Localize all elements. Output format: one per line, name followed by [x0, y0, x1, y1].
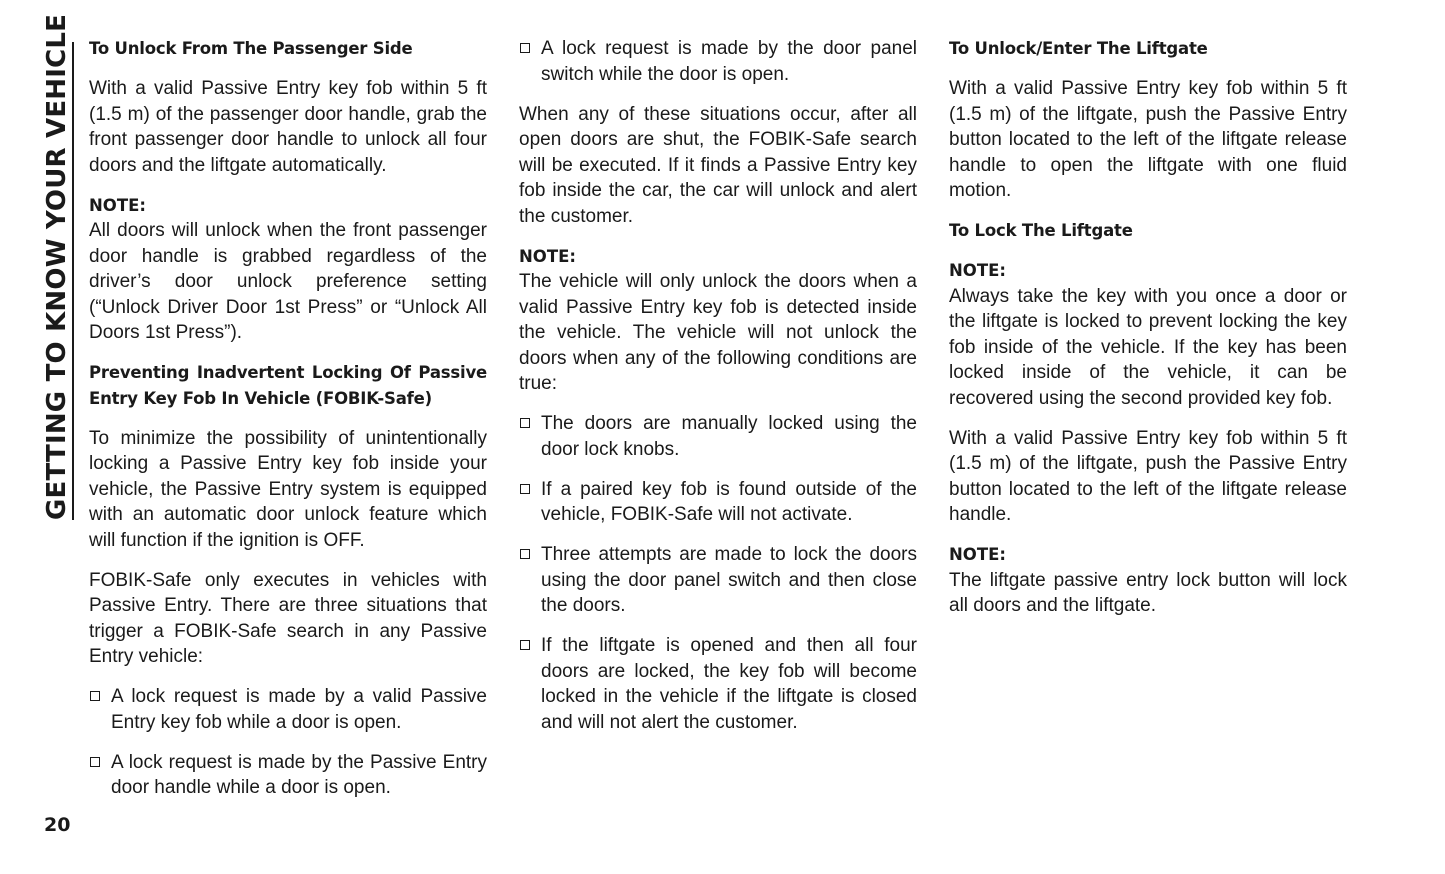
paragraph-fobik-search: When any of these situations occur, after all open doors are shut, the FOBIK-Safe search will be executed. If it finds a Passive Entry key fob inside the car, the car will unlock and alert the customer.	[519, 103, 917, 227]
bullet-text: Three attempts are made to lock the doors using the door panel switch and then close the doors.	[541, 544, 917, 616]
note-text: Always take the key with you once a door or the liftgate is locked to prevent locking the key fob inside of the vehicle. If the key has been locked inside of the vehicle, it can be recovered using the second provided key fob.	[949, 285, 1347, 409]
heading-lock-liftgate: To Lock The Liftgate	[949, 221, 1133, 240]
page-number: 20	[44, 814, 71, 836]
note-block	[519, 244, 917, 397]
bullet-item	[519, 633, 917, 735]
bullet-item	[519, 411, 917, 462]
bullet-item	[519, 477, 917, 528]
bullet-text: If the liftgate is opened and then all four doors are locked, the key fob will become locked in the vehicle if the liftgate is closed and will not alert the customer.	[541, 635, 917, 733]
bullet-text: The doors are manually locked using the door lock knobs.	[541, 413, 917, 460]
note-block	[89, 193, 487, 346]
bullet-text: A lock request is made by the Passive Entry door handle while a door is open.	[111, 751, 487, 798]
note-block	[949, 542, 1347, 619]
bullet-item	[89, 684, 487, 735]
note-block	[949, 258, 1347, 411]
bullet-text: If a paired key fob is found outside of the vehicle, FOBIK-Safe will not activate.	[541, 478, 917, 525]
checkbox-square-icon	[520, 418, 530, 428]
section-side-title-text: GETTING TO KNOW YOUR VEHICLE	[42, 13, 72, 520]
bullet-text: A lock request is made by the door panel switch while the door is open.	[541, 38, 917, 85]
note-label: NOTE:	[519, 246, 576, 266]
bullet-item	[89, 750, 487, 801]
checkbox-square-icon	[520, 484, 530, 494]
paragraph-unlock-passenger: With a valid Passive Entry key fob within 5 ft (1.5 m) of the passenger door handle, grab the front passenger door handle to unlock all four doors and the liftgate automatically.	[89, 78, 487, 176]
checkbox-square-icon	[90, 757, 100, 767]
checkbox-square-icon	[520, 549, 530, 559]
paragraph-unlock-liftgate: With a valid Passive Entry key fob within 5 ft (1.5 m) of the liftgate, push the Passive Entry button located to the left of the liftgate release handle to open the liftgate with one fluid motion.	[949, 78, 1347, 201]
heading-unlock-liftgate: To Unlock/Enter The Liftgate	[949, 39, 1208, 58]
column-3	[949, 36, 1347, 633]
bullet-text: A lock request is made by a valid Passive Entry key fob while a door is open.	[111, 686, 487, 733]
note-text: All doors will unlock when the front passenger door handle is grabbed regardless of the driver’s door unlock preference setting (“Unlock Driver Door 1st Press” or “Unlock All Doors 1st Press”).	[89, 220, 487, 343]
paragraph-lock-liftgate: With a valid Passive Entry key fob within 5 ft (1.5 m) of the liftgate, push the Passive Entry button located to the left of the liftgate release handle.	[949, 427, 1347, 525]
checkbox-square-icon	[520, 43, 530, 53]
bullet-list	[89, 684, 487, 801]
column-1	[89, 36, 487, 815]
note-label: NOTE:	[949, 261, 1006, 280]
checkbox-square-icon	[90, 691, 100, 701]
note-text: The vehicle will only unlock the doors when a valid Passive Entry key fob is detected inside the vehicle. The vehicle will not unlock the doors when any of the following conditions are true:	[519, 271, 917, 394]
column-2	[519, 36, 917, 750]
paragraph-minimize-locking: To minimize the possibility of unintentionally locking a Passive Entry key fob inside your vehicle, the Passive Entry system is equipped with an automatic door unlock feature which will function if the ignition is OFF.	[89, 427, 487, 551]
bullet-list	[519, 411, 917, 735]
section-side-title	[40, 13, 74, 520]
checkbox-square-icon	[520, 640, 530, 650]
note-text: The liftgate passive entry lock button will lock all doors and the liftgate.	[949, 569, 1347, 616]
paragraph-fobik-safe: FOBIK-Safe only executes in vehicles with Passive Entry. There are three situations that trigger a FOBIK-Safe search in any Passive Entry vehicle:	[89, 569, 487, 667]
heading-preventing-locking: Preventing Inadvertent Locking Of Passive Entry Key Fob In Vehicle (FOBIK-Safe)	[89, 363, 487, 408]
bullet-item	[519, 542, 917, 619]
note-label: NOTE:	[89, 195, 146, 215]
note-label: NOTE:	[949, 545, 1006, 564]
heading-unlock-passenger: To Unlock From The Passenger Side	[89, 39, 413, 58]
bullet-item	[519, 36, 917, 87]
bullet-list	[519, 36, 917, 87]
